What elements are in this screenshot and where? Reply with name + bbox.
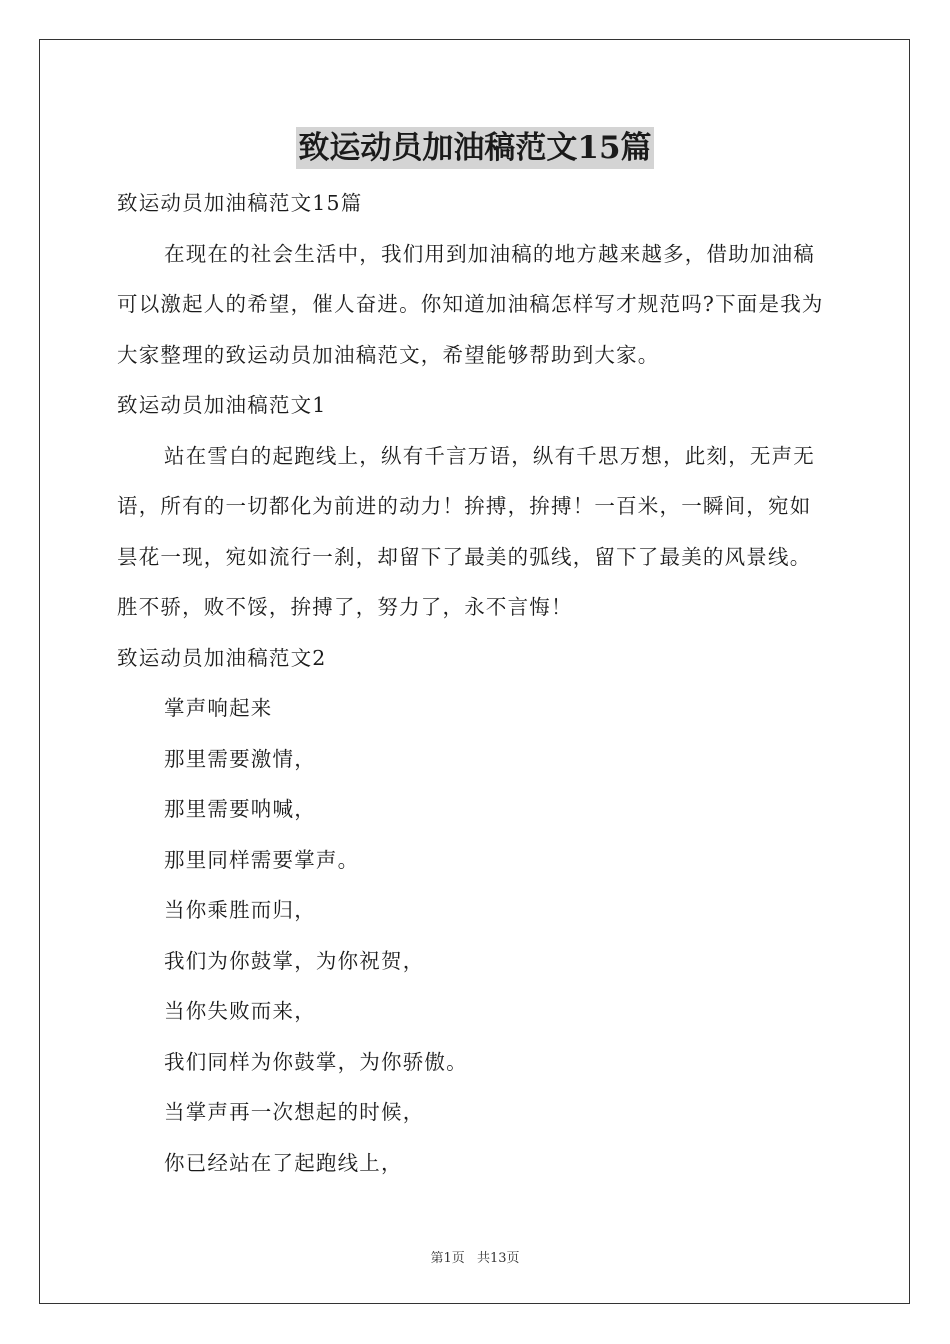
- intro-paragraph: 在现在的社会生活中，我们用到加油稿的地方越来越多，借助加油稿可以激起人的希望，催人奋进。你知道加油稿怎样写才规范吗?下面是我为大家整理的致运动员加油稿范文，希望能够帮助到大家。: [117, 241, 824, 367]
- verse-line: 那里需要激情，: [164, 746, 316, 771]
- verse-line: 我们同样为你鼓掌，为你骄傲。: [164, 1049, 468, 1074]
- section-heading-1: 致运动员加油稿范文1: [117, 393, 327, 417]
- page-footer: [0, 1247, 950, 1266]
- verse-line: 当你乘胜而归，: [164, 898, 316, 922]
- verse-line: 那里需要呐喊，: [164, 797, 316, 821]
- page-total: 共13页: [476, 1251, 520, 1266]
- document-body: [117, 178, 833, 1188]
- document-title: 致运动员加油稿范文15篇: [296, 127, 653, 169]
- verse-line: 当掌声再一次想起的时候，: [164, 1100, 425, 1124]
- verse-line: 当你失败而来，: [164, 999, 316, 1023]
- section-heading-2: 致运动员加油稿范文2: [117, 645, 327, 670]
- page-number: 第1页: [430, 1251, 465, 1266]
- verse-line: 掌声响起来: [164, 696, 273, 720]
- verse-line: 那里同样需要掌声。: [164, 847, 360, 872]
- verse-line: 你已经站在了起跑线上，: [164, 1150, 403, 1175]
- document-subtitle: 致运动员加油稿范文15篇: [117, 191, 363, 215]
- title-container: [0, 127, 950, 169]
- section-paragraph-1: 站在雪白的起跑线上，纵有千言万语，纵有千思万想，此刻，无声无语，所有的一切都化为前进的动力！拚搏，拚搏！一百米，一瞬间，宛如昙花一现，宛如流行一刹，却留下了最美的弧线，留下了最美的风景线。胜不骄，败不馁，拚搏了，努力了，永不言悔！: [117, 443, 815, 619]
- verse-line: 我们为你鼓掌，为你祝贺，: [164, 948, 425, 973]
